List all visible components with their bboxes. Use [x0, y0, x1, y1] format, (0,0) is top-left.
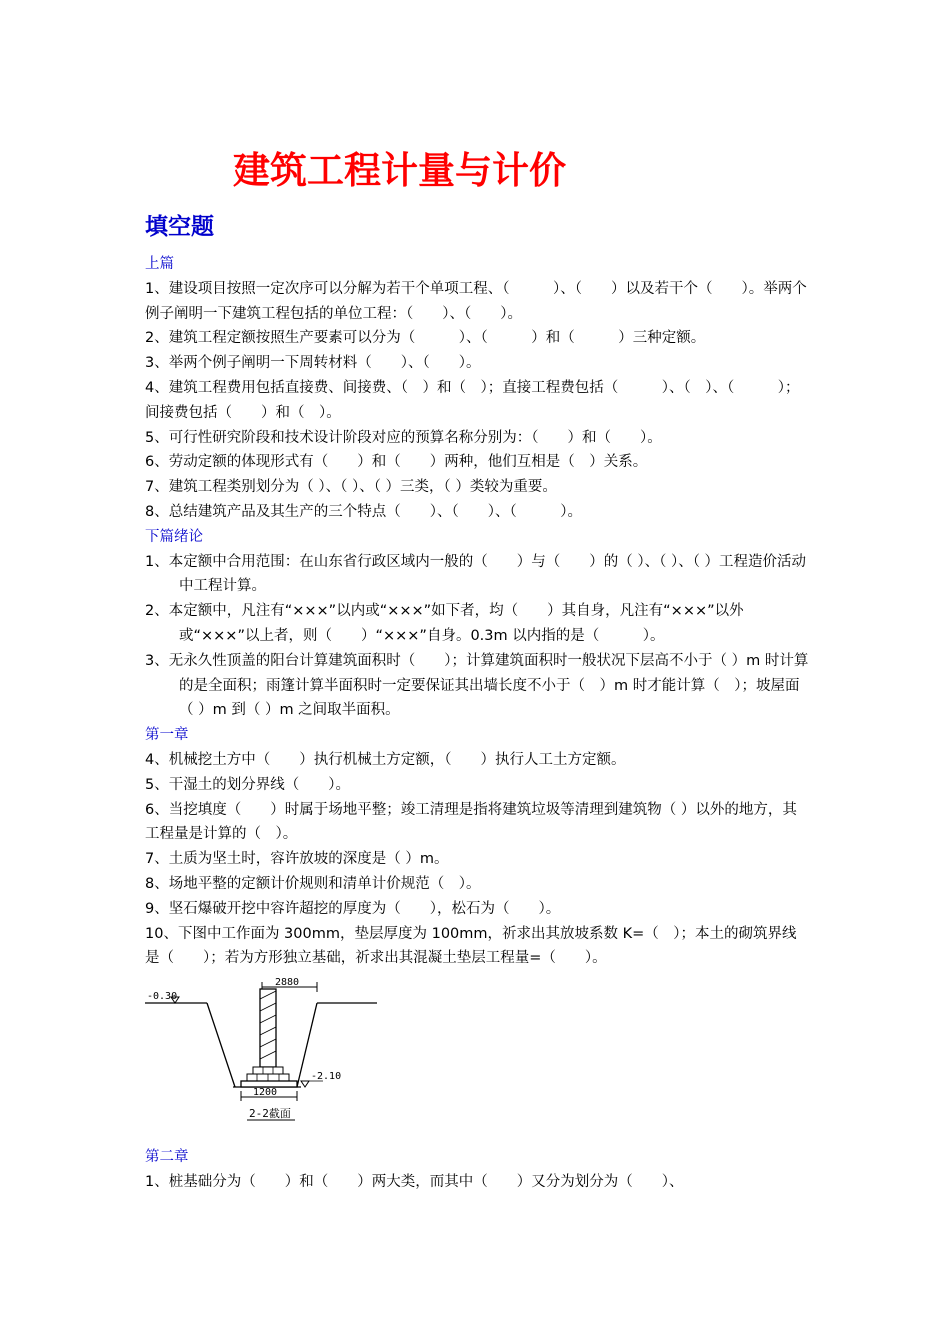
question-s4: 4、建筑工程费用包括直接费、间接费、（ ）和（ ）；直接工程费包括（ ）、（ ）、（ ）；间接费包括（ ）和（ ）。: [145, 379, 800, 421]
question-c10: 10、下图中工作面为 300mm，垫层厚度为 100mm，祈求出其放坡系数 K=（ ）；本土的砌筑界线是（ ）；若为方形独立基础，祈求出其混凝土垫层工程量=（ ）。: [145, 925, 797, 967]
part-heading-shang: 上篇: [145, 256, 174, 272]
question-c4: 4、机械挖土方中（ ）执行机械土方定额，（ ）执行人工土方定额。: [145, 751, 626, 768]
question-c9: 9、坚石爆破开挖中容许超挖的厚度为（ ），松石为（ ）。: [145, 900, 561, 917]
document-title: 建筑工程计量与计价: [233, 149, 566, 192]
document-body: [145, 252, 810, 1195]
question-s3: 3、举两个例子阐明一下周转材料（ ）、（ ）。: [145, 355, 481, 372]
question-s6: 6、劳动定额的体现形式有（ ）和（ ）两种，他们互相是（ ）关系。: [145, 454, 648, 471]
section-heading: 填空题: [145, 214, 214, 240]
question-c5: 5、干湿土的划分界线（ ）。: [145, 776, 350, 793]
top-dimension-label: 2880: [275, 977, 300, 989]
question-x2: 2、本定额中，凡注有“×××”以内或“×××”如下者，均（ ）其自身，凡注有“×××”以外或“×××”以上者，则（ ）“×××”自身。0.3m 以内指的是（ ）。: [145, 603, 744, 644]
question-x3: 3、无永久性顶盖的阳台计算建筑面积时（ ）；计算建筑面积时一般状况下层高不小于（ ）m 时计算的是全面积；雨篷计算半面积时一定要保证其出墙长度不小于（ ）m 时才能计算（ ）；坡屋面（ ）m 到（ ）m 之间取半面积。: [145, 652, 809, 719]
chapter-heading-2: 第二章: [145, 1149, 189, 1166]
chapter-heading-1: 第一章: [145, 727, 189, 744]
question-s7: 7、建筑工程类别划分为（ ）、（ ）、（ ）三类，（ ）类较为重要。: [145, 479, 557, 496]
right-elevation-label: -2.10: [311, 1071, 342, 1083]
part-heading-xia: 下篇绪论: [145, 528, 203, 545]
question-c6: 6、当挖填度（ ）时属于场地平整；竣工清理是指将建筑垃圾等清理到建筑物（ ）以外的地方，其工程量是计算的（ ）。: [145, 801, 797, 843]
figure-caption: 2-2截面: [249, 1107, 291, 1121]
left-elevation-label: -0.30: [147, 991, 178, 1003]
question-s2: 2、建筑工程定额按照生产要素可以分为（ ）、（ ）和（ ）三种定额。: [145, 330, 706, 347]
question-s5: 5、可行性研究阶段和技术设计阶段对应的预算名称分别为：（ ）和（ ）。: [145, 429, 662, 446]
question-c7: 7、土质为坚土时，容许放坡的深度是（ ）m。: [145, 851, 449, 868]
question-d1: 1、桩基础分为（ ）和（ ）两大类，而其中（ ）又分为划分为（ ）、: [145, 1173, 684, 1190]
bottom-dimension-label: 1200: [253, 1087, 278, 1099]
foundation-section-figure: [145, 975, 377, 1127]
question-x1: 1、本定额中合用范围：在山东省行政区域内一般的（ ）与（ ）的（ ）、（ ）、（ ）工程造价活动中工程计算。: [145, 553, 807, 595]
question-s1: 1、建设项目按照一定次序可以分解为若干个单项工程、（ ）、（ ）以及若干个（ ）。举两个例子阐明一下建筑工程包括的单位工程：（ ）、（ ）。: [145, 280, 807, 322]
question-c8: 8、场地平整的定额计价规则和清单计价规范（ ）。: [145, 875, 481, 892]
question-s8: 8、总结建筑产品及其生产的三个特点（ ）、（ ）、（ ）。: [145, 503, 582, 520]
